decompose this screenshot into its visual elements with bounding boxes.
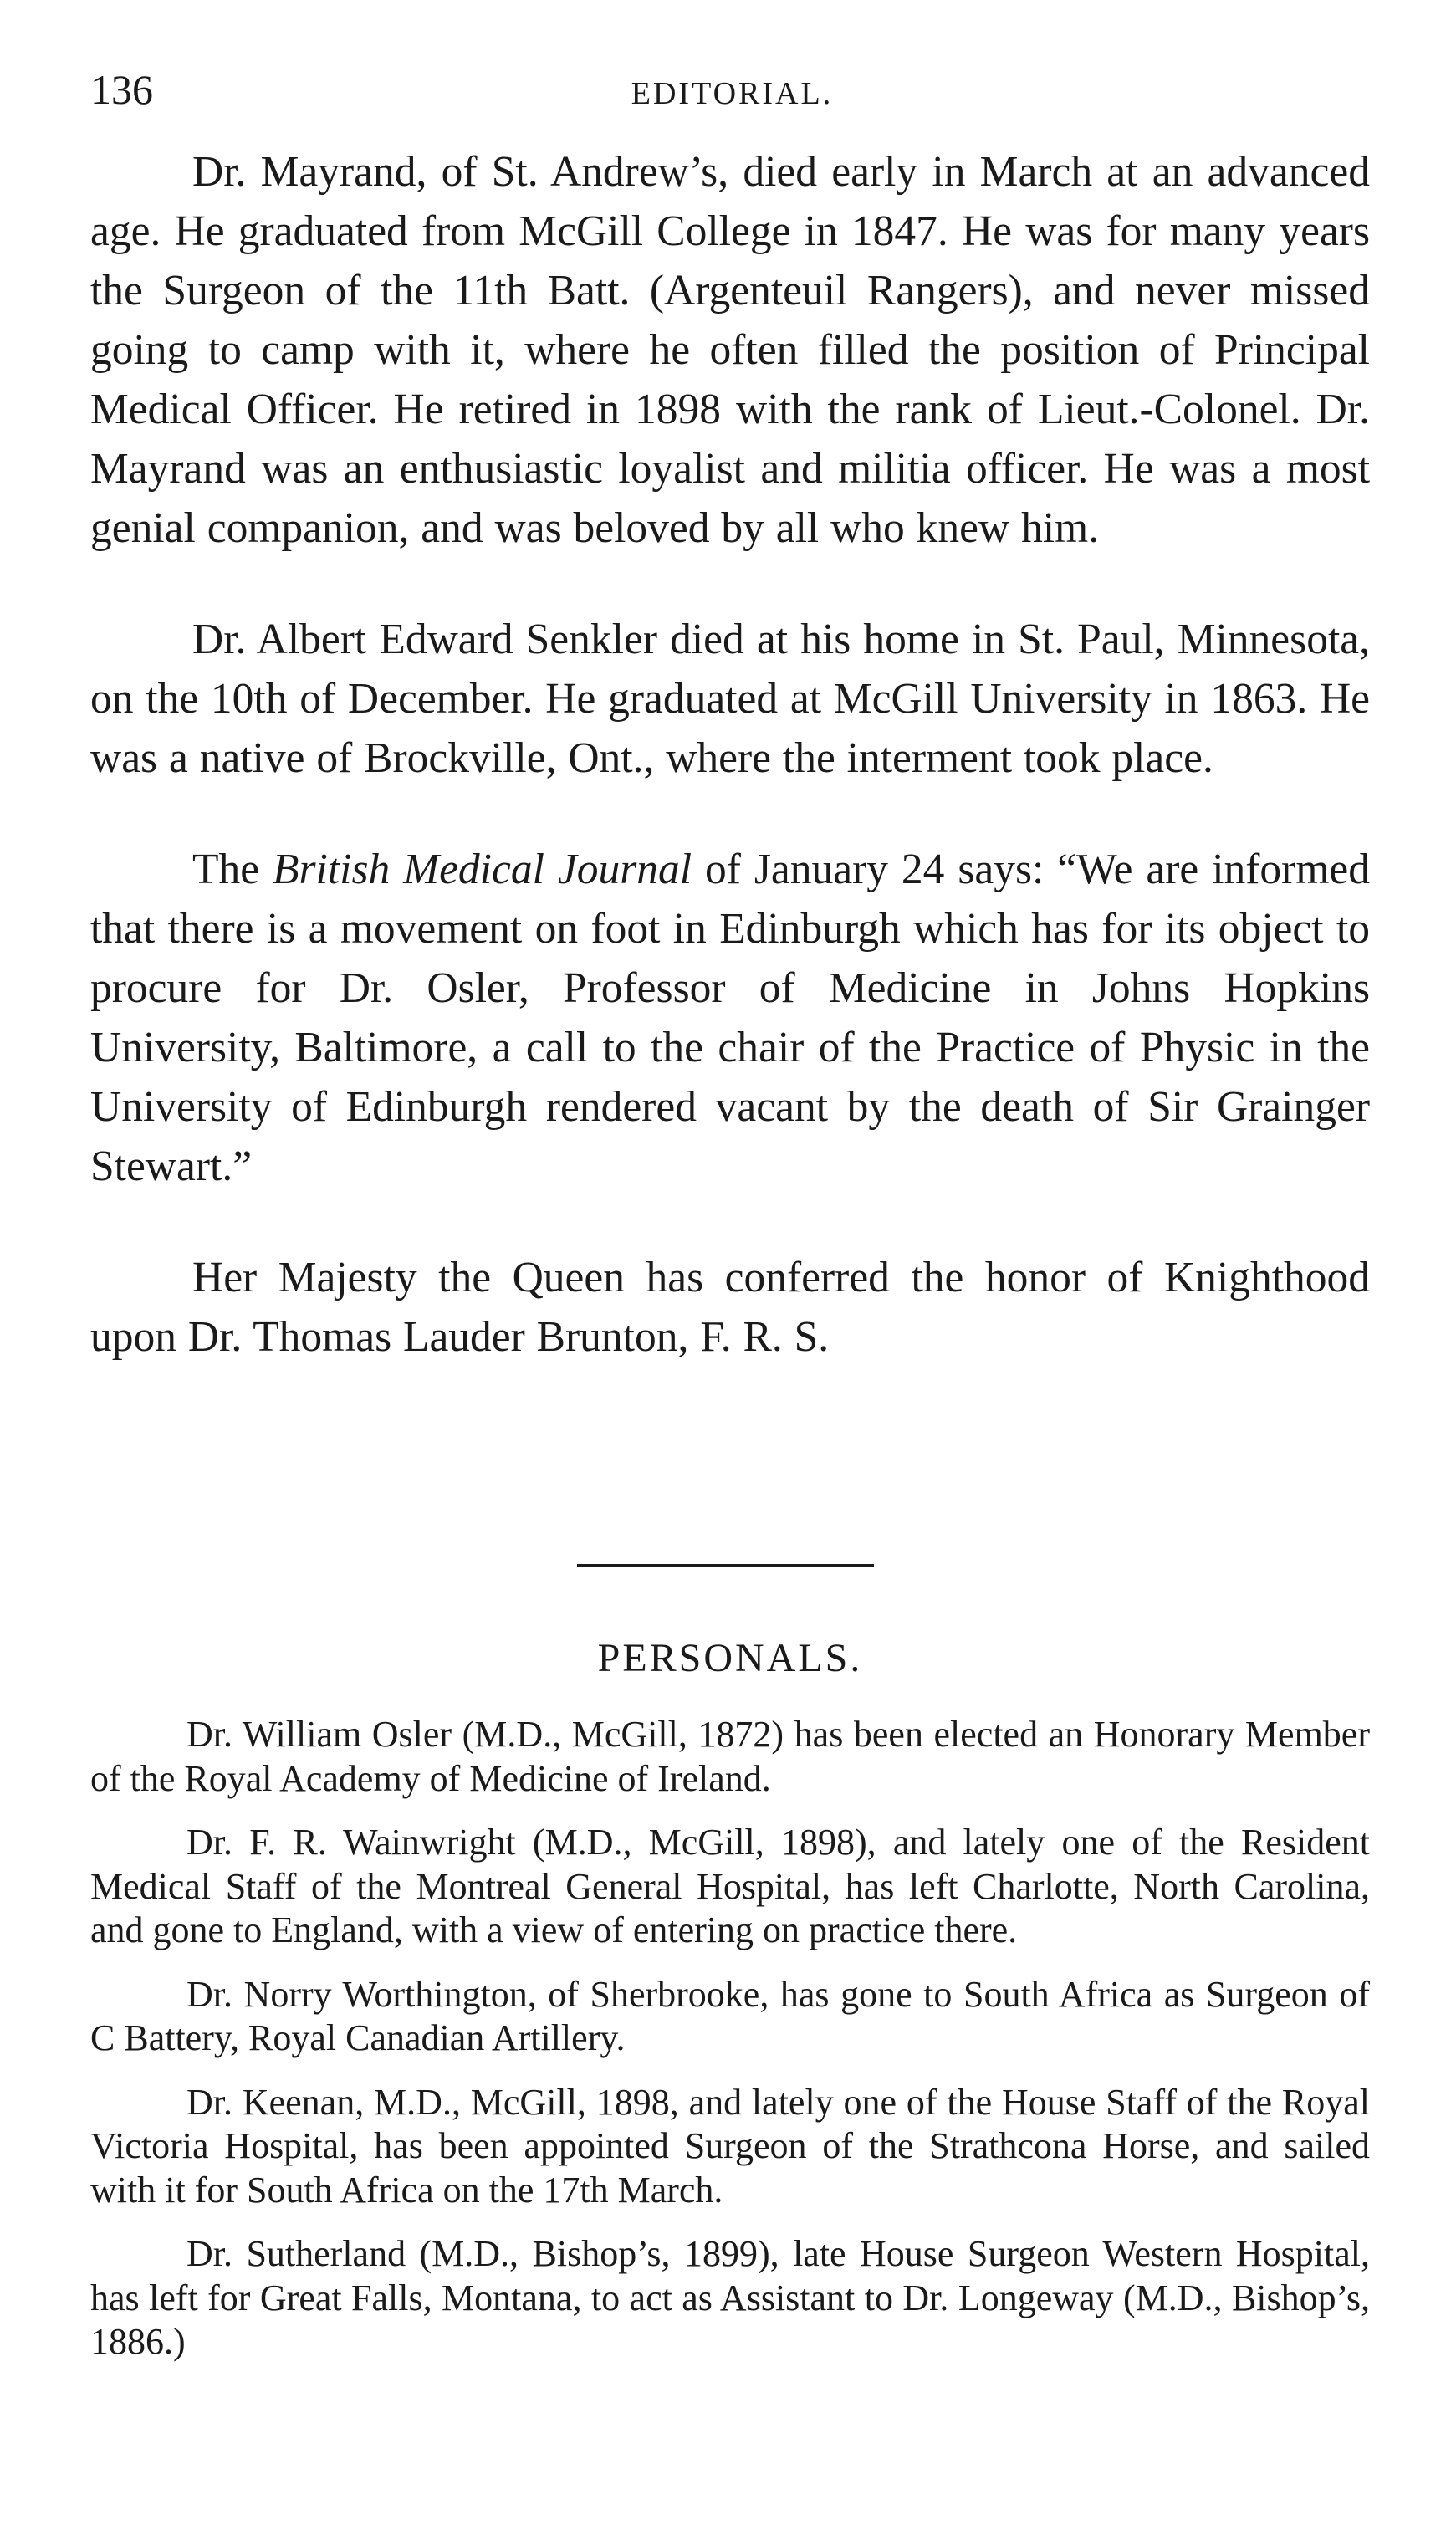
paragraph-osler-edinburgh bbox=[90, 840, 1370, 1196]
paragraph-osler-lead: The bbox=[192, 846, 273, 893]
personals-heading: PERSONALS. bbox=[597, 1636, 863, 1680]
personal-item-sutherland: Dr. Sutherland (M.D., Bishop’s, 1899), late House Surgeon Western Hospital, has left for Great Falls, Montana, to act as Assistant to Dr. Longeway (M.D., Bishop’s, 1886.) bbox=[90, 2233, 1370, 2362]
section-divider bbox=[577, 1564, 874, 1567]
paragraph-senkler: Dr. Albert Edward Senkler died at his home in St. Paul, Minnesota, on the 10th of December. He graduated at McGill University in 1863. He was a native of Brockville, Ont., where the interment took place. bbox=[90, 616, 1370, 782]
personal-item-wainwright: Dr. F. R. Wainwright (M.D., McGill, 1898), and lately one of the Resident Medical Staff of the Montreal General Hospital, has left Charlotte, North Carolina, and gone to England, with a view of entering on practice there. bbox=[90, 1822, 1370, 1950]
running-head bbox=[90, 65, 1374, 124]
page-number: 136 bbox=[90, 66, 153, 113]
personal-item-osler: Dr. William Osler (M.D., McGill, 1872) has been elected an Honorary Member of the Royal Academy of Medicine of Ireland. bbox=[90, 1714, 1370, 1799]
paragraph-osler-body: of January 24 says: “We are informed that there is a movement on foot in Edinburgh which has for its object to procure for Dr. Osler, Professor of Medicine in Johns Hopkins University, Baltimore, a call to the chair of the Practice of Physic in the University of Edinburgh rendered vacant by the death of Sir Grainger Stewart.” bbox=[90, 846, 1370, 1190]
personals-section bbox=[90, 1713, 1370, 2384]
paragraph-mayrand: Dr. Mayrand, of St. Andrew’s, died early in March at an advanced age. He graduated from McGill College in 1847. He was for many years the Surgeon of the 11th Batt. (Argenteuil Rangers), and never missed going to camp with it, where he often filled the position of Principal Medical Officer. He retired in 1898 with the rank of Lieut.-Colonel. Dr. Mayrand was an enthusiastic loyalist and militia officer. He was a most genial companion, and was beloved by all who knew him. bbox=[90, 148, 1370, 552]
personal-item-worthington: Dr. Norry Worthington, of Sherbrooke, has gone to South Africa as Surgeon of C Battery, Royal Canadian Artillery. bbox=[90, 1973, 1370, 2058]
paragraph-brunton: Her Majesty the Queen has conferred the honor of Knighthood upon Dr. Thomas Lauder Brunton, F. R. S. bbox=[90, 1254, 1370, 1361]
journal-title: British Medical Journal bbox=[273, 846, 692, 893]
editorial-section bbox=[90, 142, 1370, 1418]
section-title: EDITORIAL. bbox=[631, 76, 834, 111]
personal-item-keenan: Dr. Keenan, M.D., McGill, 1898, and lately one of the House Staff of the Royal Victoria Hospital, has been appointed Surgeon of the Strathcona Horse, and sailed with it for South Africa on the 17th March. bbox=[90, 2081, 1370, 2211]
